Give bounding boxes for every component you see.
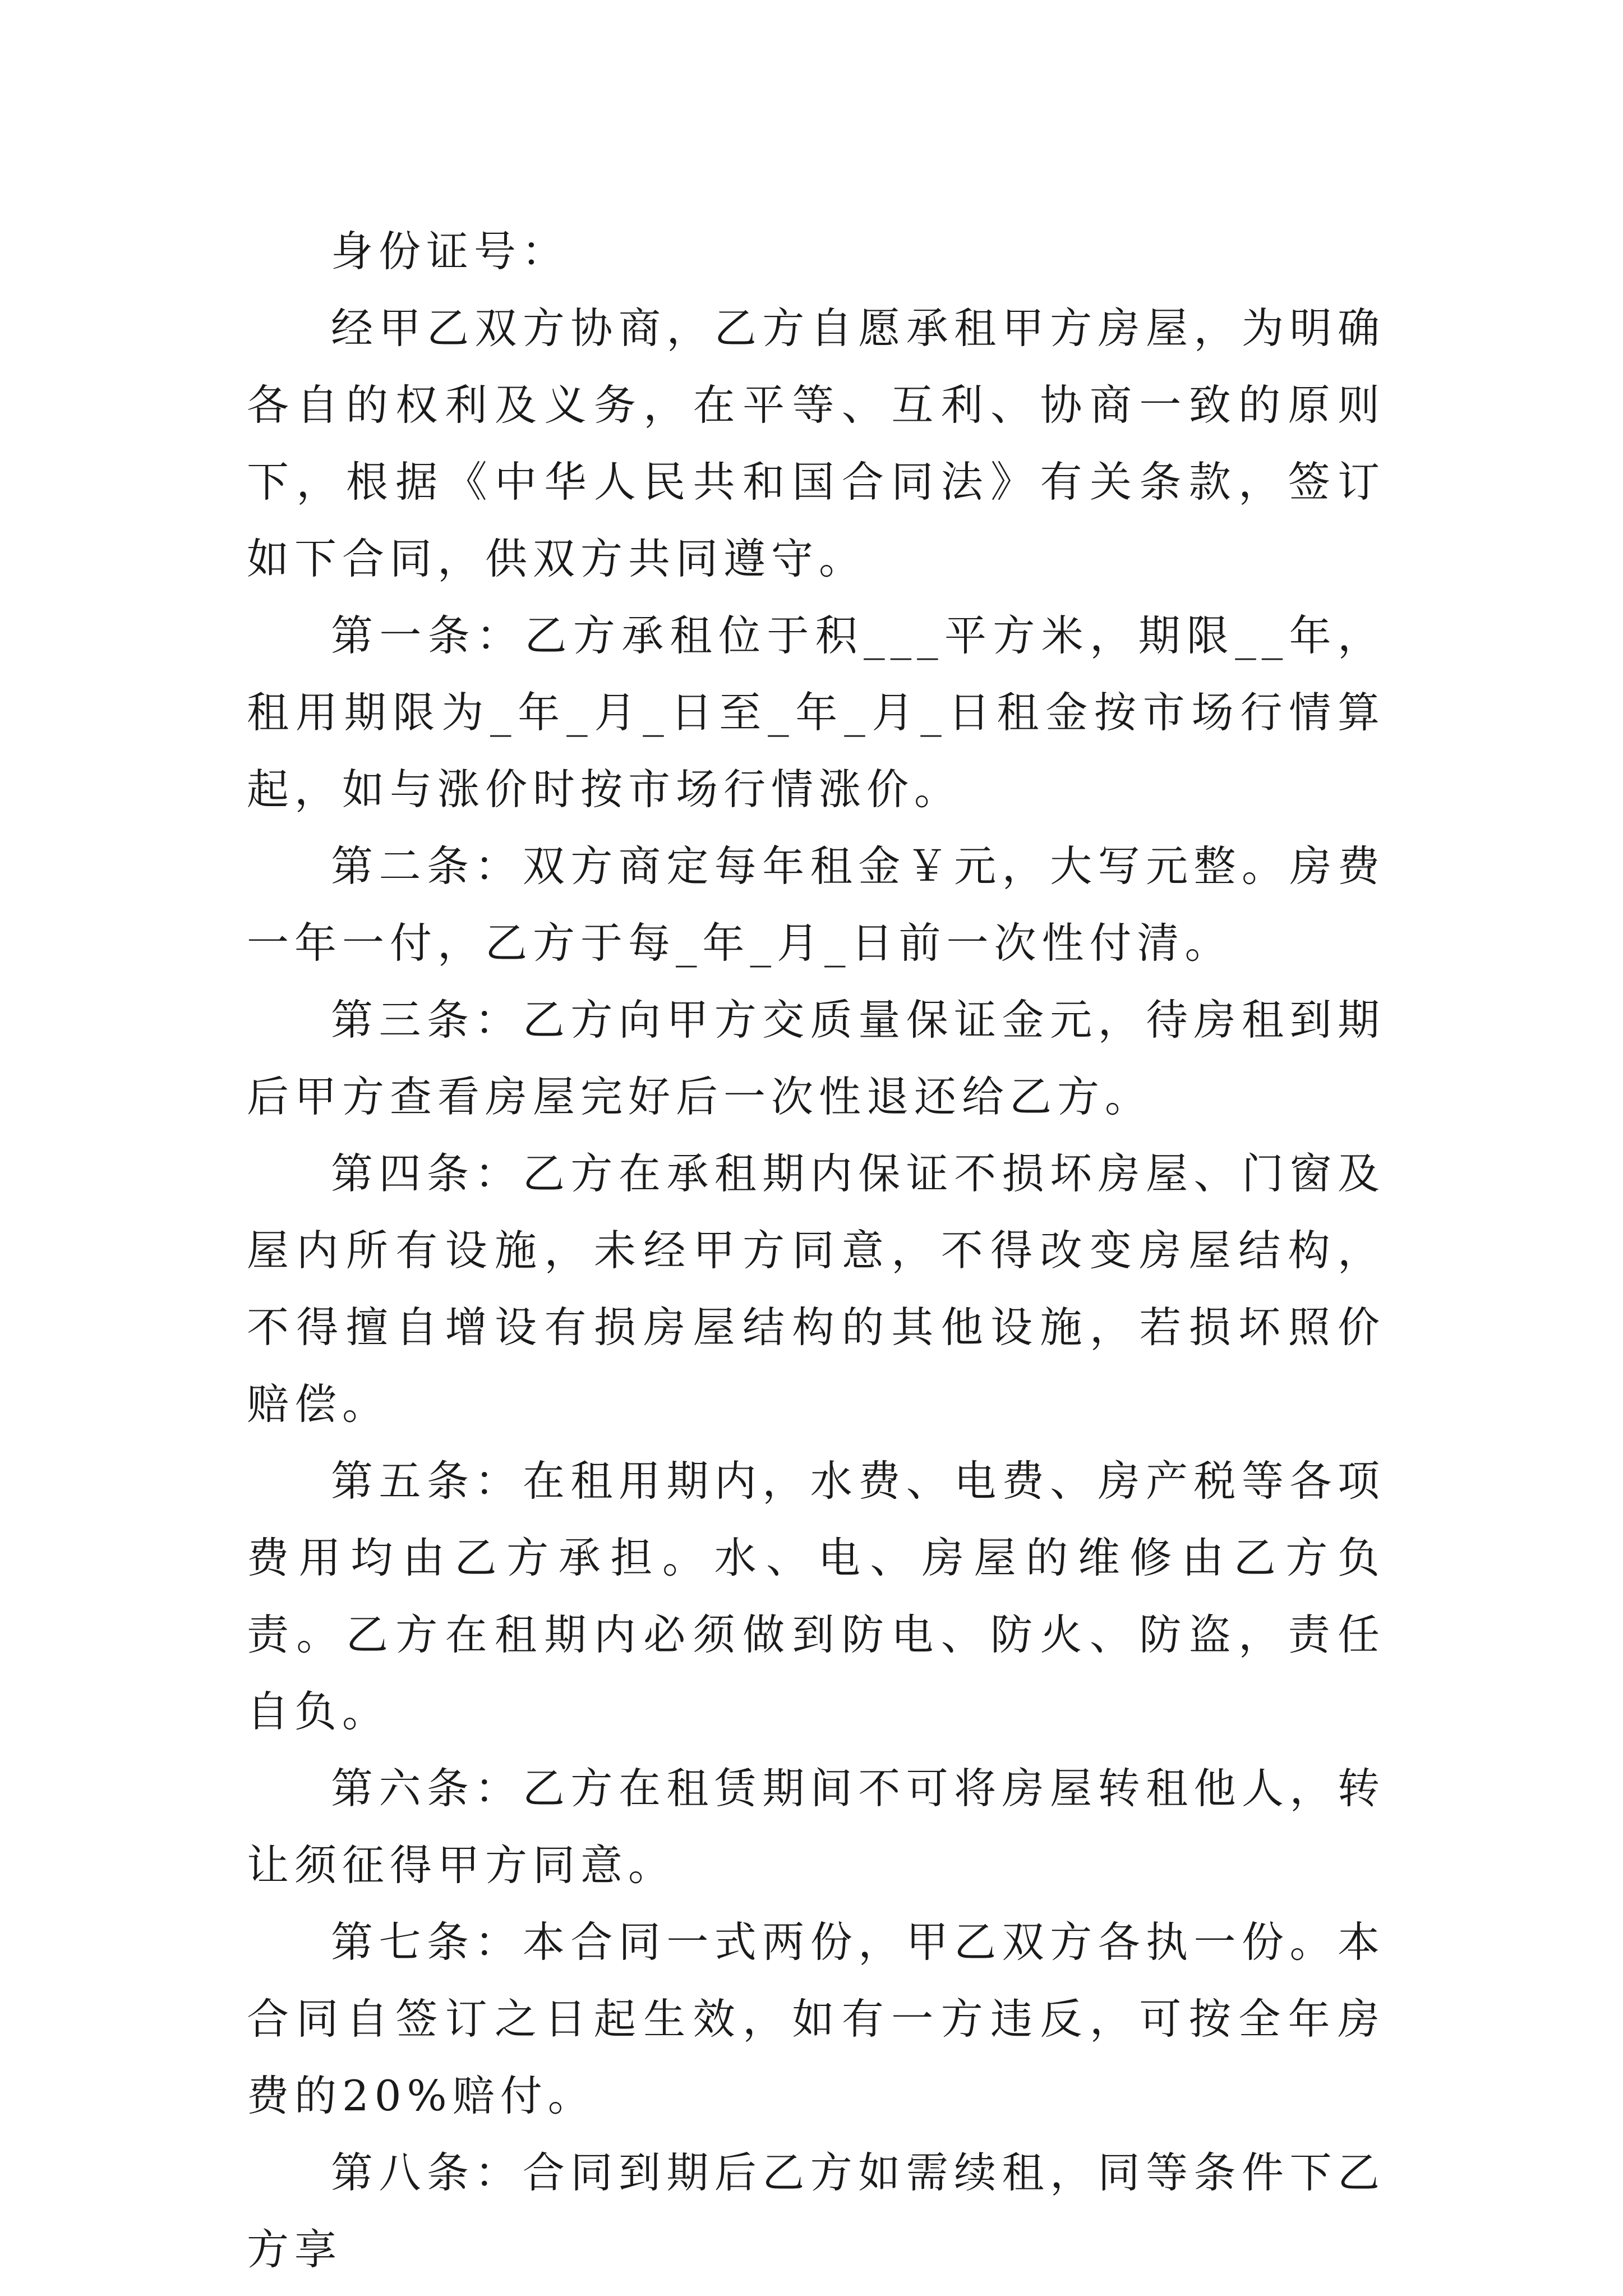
article-2: 第二条：双方商定每年租金￥元，大写元整。房费一年一付，乙方于每_年_月_日前一次性付清。 — [247, 841, 1385, 968]
article-5: 第五条：在租用期内，水费、电费、房产税等各项费用均由乙方承担。水、电、房屋的维修由乙方负责。乙方在租期内必须做到防电、防火、防盗，责任自负。 — [247, 1456, 1385, 1736]
preamble-paragraph: 经甲乙双方协商，乙方自愿承租甲方房屋，为明确各自的权利及义务，在平等、互利、协商一致的原则下，根据《中华人民共和国合同法》有关条款，签订如下合同，供双方共同遵守。 — [247, 303, 1385, 583]
id-number-line: 身份证号： — [331, 227, 570, 276]
contract-body — [247, 213, 1385, 2288]
article-6: 第六条：乙方在租赁期间不可将房屋转租他人，转让须征得甲方同意。 — [247, 1764, 1385, 1890]
article-4: 第四条：乙方在承租期内保证不损坏房屋、门窗及屋内所有设施，未经甲方同意，不得改变房屋结构，不得擅自增设有损房屋结构的其他设施，若损坏照价赔偿。 — [247, 1149, 1385, 1429]
article-1: 第一条：乙方承租位于积___平方米，期限__年，租用期限为_年_月_日至_年_月_日租金按市场行情算起，如与涨价时按市场行情涨价。 — [247, 611, 1385, 814]
article-3: 第三条：乙方向甲方交质量保证金元，待房租到期后甲方查看房屋完好后一次性退还给乙方。 — [247, 995, 1385, 1121]
article-8: 第八条：合同到期后乙方如需续租，同等条件下乙方享 — [247, 2148, 1385, 2274]
article-7: 第七条：本合同一式两份，甲乙双方各执一份。本合同自签订之日起生效，如有一方违反，可按全年房费的20%赔付。 — [247, 1917, 1385, 2120]
